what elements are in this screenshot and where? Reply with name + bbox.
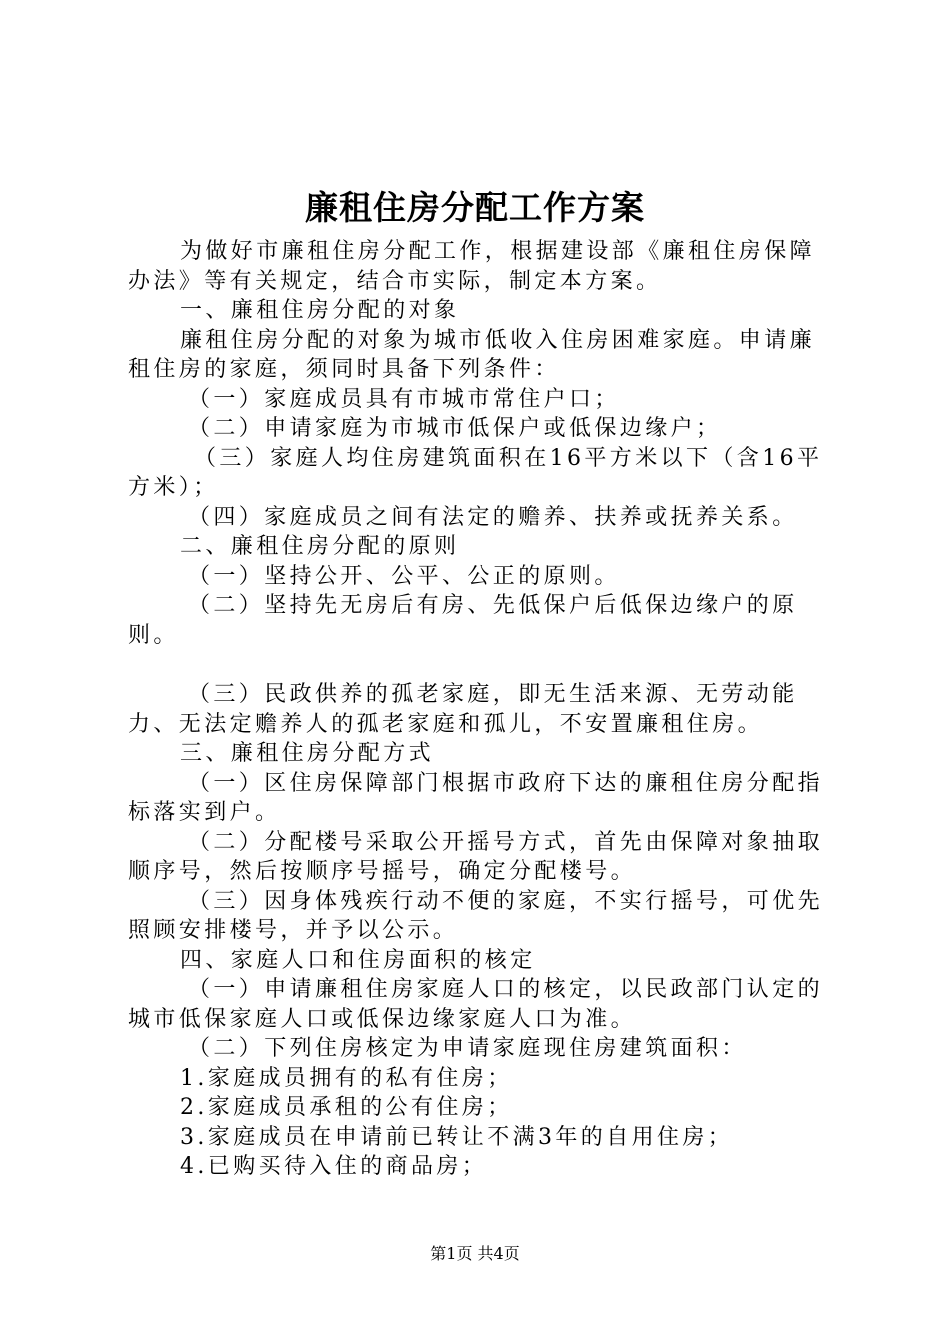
paragraph-gap [128,650,840,680]
list-item: （二）下列住房核定为申请家庭现住房建筑面积： [188,1036,747,1061]
list-item: （三）因身体残疾行动不便的家庭，不实行摇号，可优先照顾安排楼号，并予以公示。 [128,888,824,943]
numbered-item: 1.家庭成员拥有的私有住房； [180,1065,513,1091]
list-item: （二）坚持先无房后有房、先低保户后低保边缘户的原则。 [128,593,798,648]
section-heading-4: 四、家庭人口和住房面积的核定 [180,947,536,973]
list-item: （二）分配楼号采取公开摇号方式，首先由保障对象抽取顺序号，然后按顺序号摇号，确定分配楼号。 [128,829,824,884]
section-heading-1: 一、廉租住房分配的对象 [180,298,460,323]
numbered-item: 2.家庭成员承租的公有住房； [180,1095,513,1120]
numbered-item: 3.家庭成员在申请前已转让不满3年的自用住房； [180,1124,734,1150]
list-item: （一）申请廉租住房家庭人口的核定，以民政部门认定的城市低保家庭人口或低保边缘家庭人口为准。 [128,977,824,1032]
list-item: （一）区住房保障部门根据市政府下达的廉租住房分配指标落实到户。 [128,770,824,825]
list-item: （四）家庭成员之间有法定的赡养、扶养或抚养关系。 [188,504,798,530]
document-title: 廉租住房分配工作方案 [305,188,645,227]
list-item: （二）申请家庭为市城市低保户或低保边缘户； [188,416,722,441]
paragraph: 廉租住房分配的对象为城市低收入住房困难家庭。申请廉租住房的家庭，须同时具备下列条件： [128,327,816,382]
intro-paragraph: 为做好市廉租住房分配工作，根据建设部《廉租住房保障办法》等有关规定，结合市实际，制定本方案。 [128,239,816,294]
list-item: （一）家庭成员具有市城市常住户口； [188,386,620,412]
page-footer: 第1页 共4页 [430,1244,520,1263]
document-body [128,237,840,1182]
list-item: （三）民政供养的孤老家庭，即无生活来源、无劳动能力、无法定赡养人的孤老家庭和孤儿，不安置廉租住房。 [128,682,798,737]
numbered-item: 4.已购买待入住的商品房； [180,1154,488,1179]
section-heading-2: 二、廉租住房分配的原则 [180,534,460,559]
list-item: （三）家庭人均住房建筑面积在16平方米以下（含16平方米）； [128,445,823,500]
list-item: （一）坚持公开、公平、公正的原则。 [188,563,620,589]
section-heading-3: 三、廉租住房分配方式 [180,741,435,766]
